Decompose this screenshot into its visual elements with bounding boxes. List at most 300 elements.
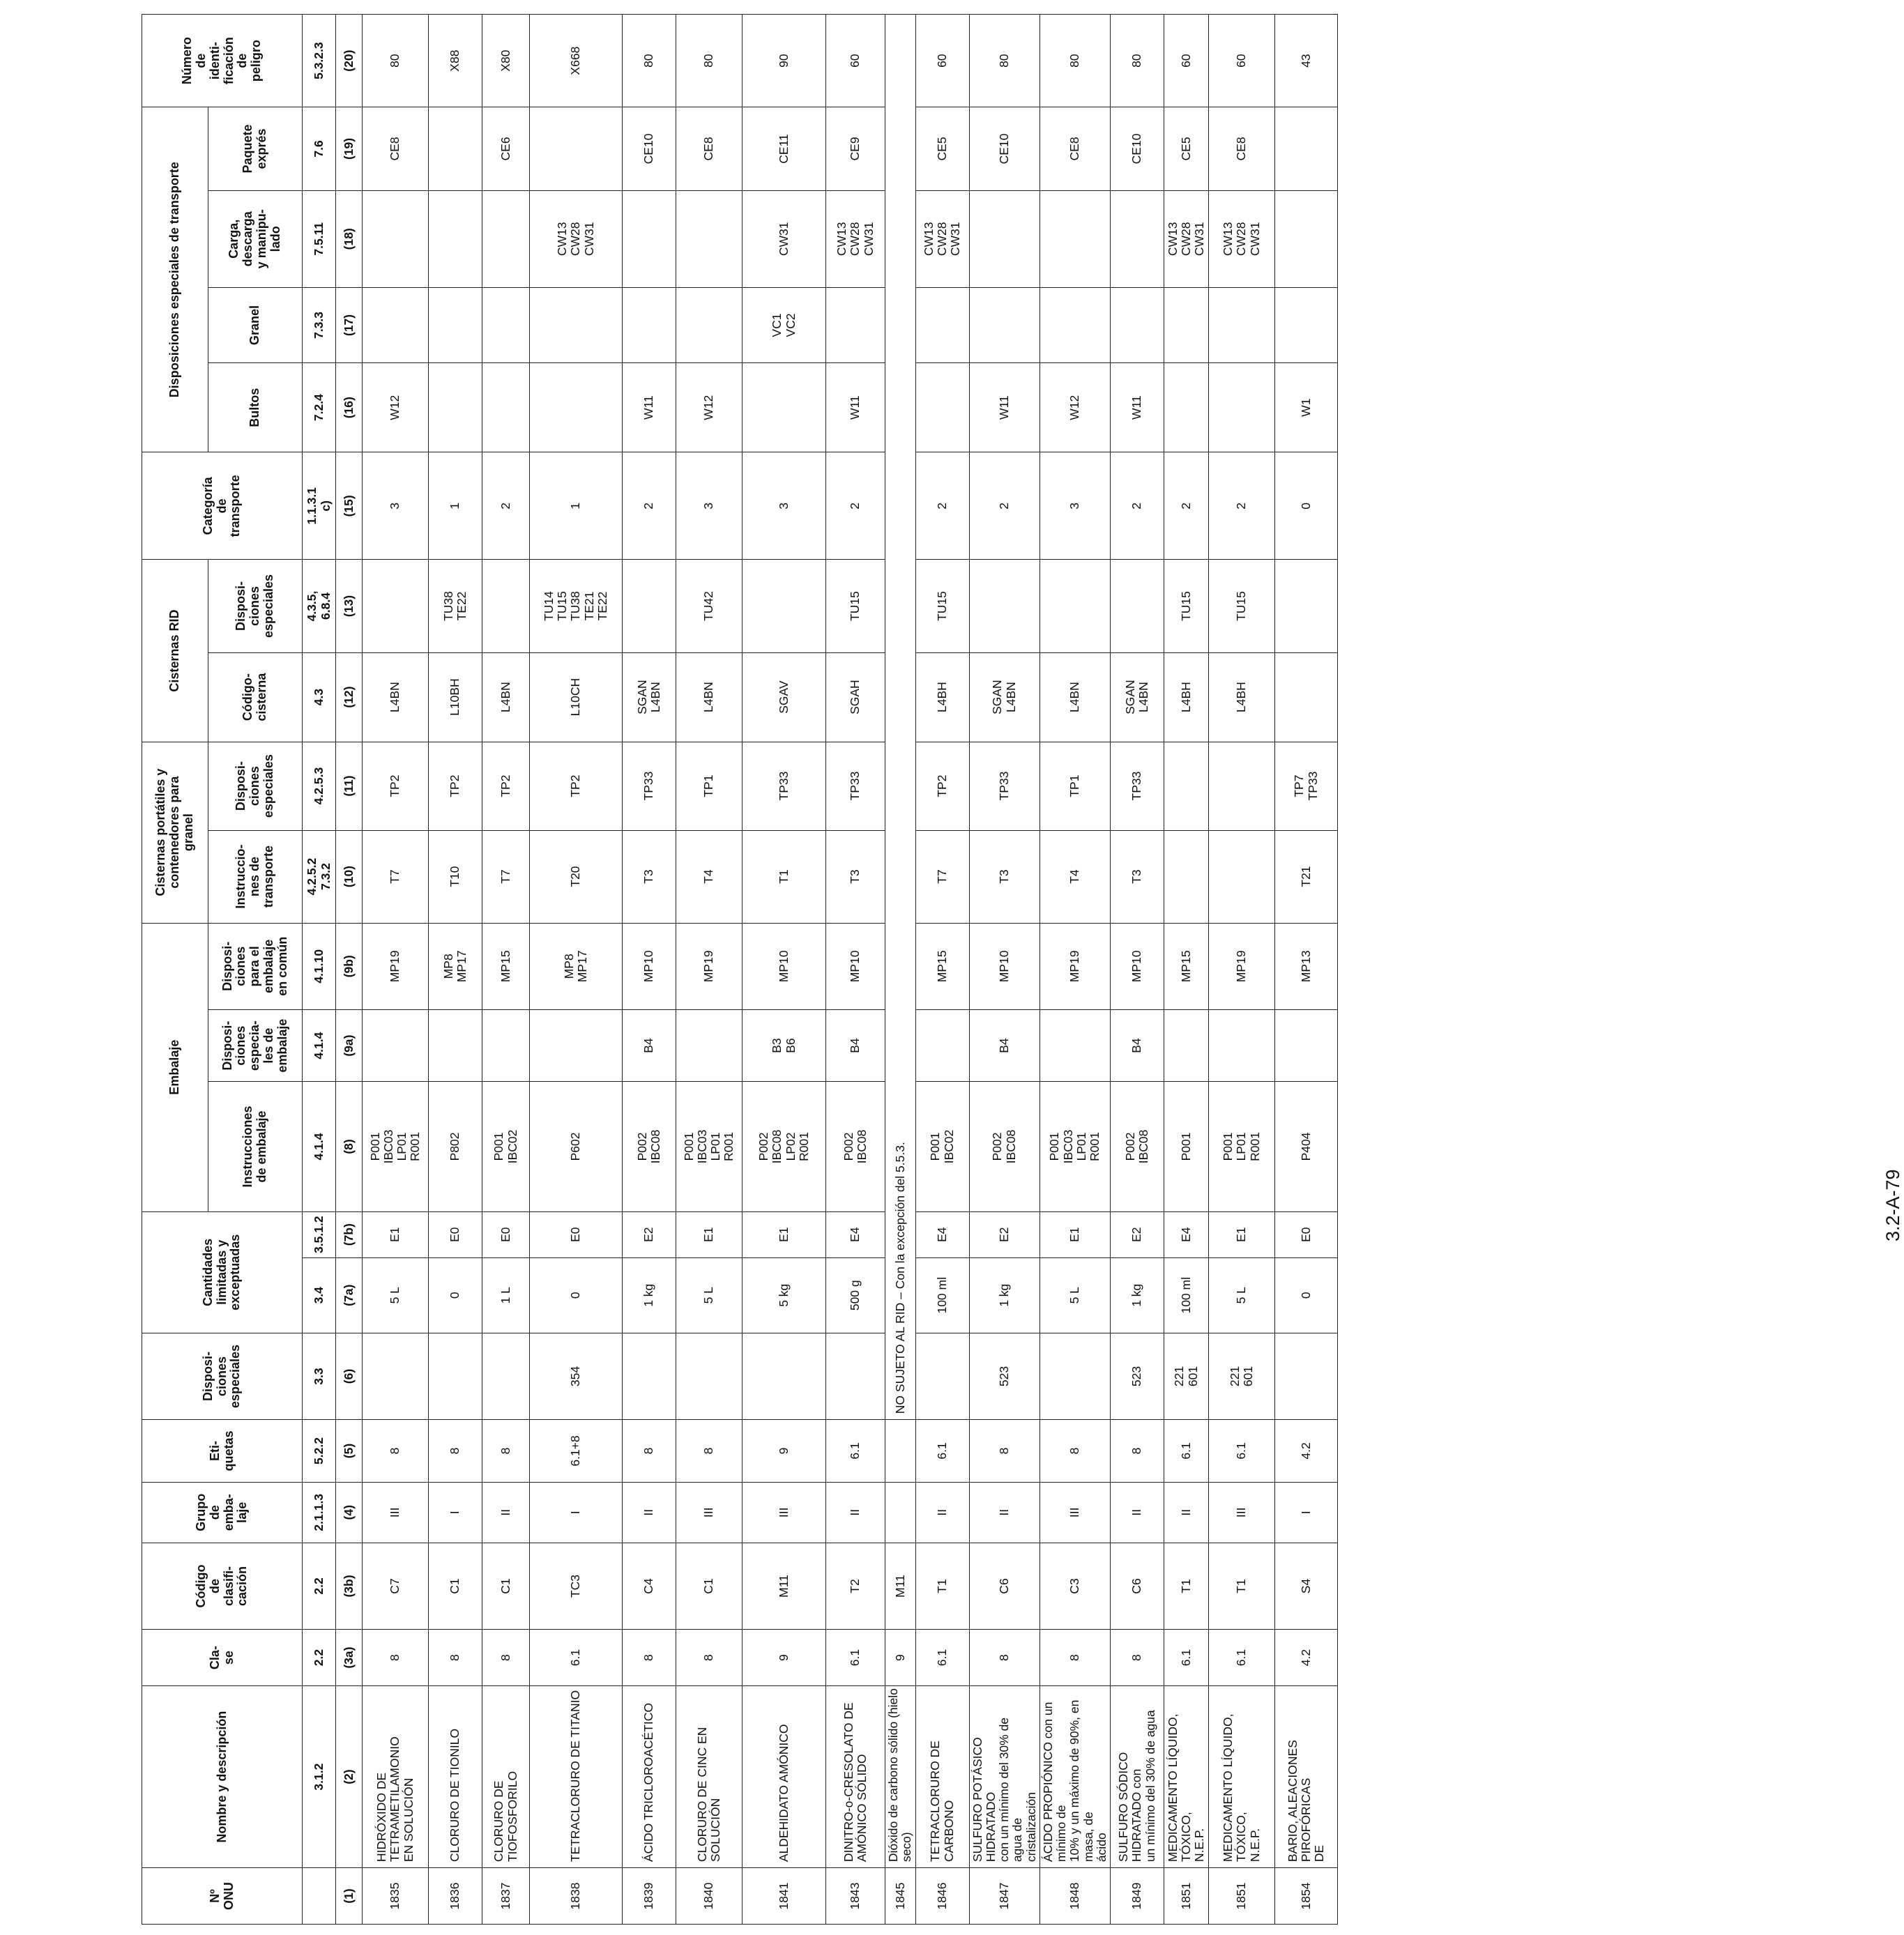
header-disp-esp-rid: Disposi- ciones especiales bbox=[208, 560, 303, 652]
data-cell bbox=[1209, 1009, 1275, 1081]
data-cell: T3 bbox=[969, 830, 1039, 923]
data-cell: III bbox=[363, 1482, 429, 1543]
data-cell bbox=[1039, 560, 1110, 652]
header-disp-transporte: Disposiciones especiales de transporte bbox=[142, 107, 208, 452]
data-cell: 221 601 bbox=[1209, 1333, 1275, 1419]
data-cell: MP13 bbox=[1275, 923, 1338, 1009]
data-cell: 0 bbox=[1275, 452, 1338, 560]
data-cell: SGAN L4BN bbox=[969, 652, 1039, 742]
data-cell: E4 bbox=[1164, 1211, 1209, 1257]
data-cell: W1 bbox=[1275, 363, 1338, 452]
header-disp-emb-comun: Disposi- ciones para el embalaje en común bbox=[208, 923, 303, 1009]
data-cell: L4BN bbox=[1039, 652, 1110, 742]
data-cell: MP15 bbox=[915, 923, 969, 1009]
ref-cell: 7.6 bbox=[303, 107, 336, 190]
ref-cell: 2.2 bbox=[303, 1543, 336, 1629]
data-cell bbox=[530, 107, 623, 190]
data-cell: B4 bbox=[969, 1009, 1039, 1081]
un-number-cell: 1836 bbox=[429, 1868, 482, 1925]
data-cell bbox=[1275, 1333, 1338, 1419]
substance-name-cell: CLORURO DE TIOFOSFORILO bbox=[482, 1686, 530, 1868]
data-cell: TP1 bbox=[1039, 742, 1110, 830]
data-cell: 8 bbox=[482, 1420, 530, 1483]
data-cell: E2 bbox=[1111, 1211, 1164, 1257]
ref-cell: 4.2.5.2 7.3.2 bbox=[303, 830, 336, 923]
substance-name-cell: ALDEHIDATO AMÓNICO bbox=[742, 1686, 826, 1868]
colnum-cell: (6) bbox=[336, 1333, 363, 1419]
un-number-cell: 1835 bbox=[363, 1868, 429, 1925]
data-cell bbox=[1164, 830, 1209, 923]
substance-name-cell: TETRACLORURO DE CARBONO bbox=[915, 1686, 969, 1868]
data-cell: TP2 bbox=[530, 742, 623, 830]
data-cell: S4 bbox=[1275, 1543, 1338, 1629]
data-cell: MP8 MP17 bbox=[429, 923, 482, 1009]
substance-name-cell: MEDICAMENTO LÍQUIDO, TÓXICO, N.E.P. bbox=[1164, 1686, 1209, 1868]
header-disp-esp-cist: Disposi- ciones especiales bbox=[208, 742, 303, 830]
data-cell: CE10 bbox=[1111, 107, 1164, 190]
data-cell: TU42 bbox=[676, 560, 742, 652]
data-cell: P001 LP01 R001 bbox=[1209, 1082, 1275, 1212]
table-row bbox=[969, 15, 1039, 1925]
not-subject-note: NO SUJETO AL RID – Con la excepción del 5.5.3. bbox=[885, 15, 916, 1420]
data-cell: B4 bbox=[623, 1009, 676, 1081]
data-cell: 6.1 bbox=[1164, 1420, 1209, 1483]
substance-name-cell: TETRACLORURO DE TITANIO bbox=[530, 1686, 623, 1868]
data-cell: 3 bbox=[742, 452, 826, 560]
data-cell: P002 IBC08 LP02 R001 bbox=[742, 1082, 826, 1212]
data-cell: X668 bbox=[530, 15, 623, 107]
data-cell: M11 bbox=[742, 1543, 826, 1629]
data-cell bbox=[623, 287, 676, 362]
un-number-cell: 1838 bbox=[530, 1868, 623, 1925]
ref-cell: 2.1.1.3 bbox=[303, 1482, 336, 1543]
data-cell: E4 bbox=[915, 1211, 969, 1257]
data-cell: 8 bbox=[429, 1630, 482, 1686]
table-row bbox=[1164, 15, 1209, 1925]
data-cell: 6.1 bbox=[826, 1420, 885, 1483]
data-cell: C4 bbox=[623, 1543, 676, 1629]
data-cell: 4.2 bbox=[1275, 1420, 1338, 1483]
header-numero-id: Número de identi- ficación de peligro bbox=[142, 15, 303, 107]
data-cell: 8 bbox=[969, 1420, 1039, 1483]
data-cell: TP7 TP33 bbox=[1275, 742, 1338, 830]
data-cell: 2 bbox=[969, 452, 1039, 560]
ref-cell: 4.1.4 bbox=[303, 1082, 336, 1212]
data-cell: E0 bbox=[482, 1211, 530, 1257]
data-cell bbox=[363, 560, 429, 652]
data-cell bbox=[742, 1333, 826, 1419]
data-cell: P802 bbox=[429, 1082, 482, 1212]
empty-cell bbox=[885, 1482, 916, 1543]
data-cell bbox=[482, 1333, 530, 1419]
data-cell: TP2 bbox=[363, 742, 429, 830]
data-cell: 8 bbox=[1039, 1420, 1110, 1483]
data-cell bbox=[742, 363, 826, 452]
header-un: Nº ONU bbox=[142, 1868, 303, 1925]
data-cell bbox=[1275, 652, 1338, 742]
dangerous-goods-table bbox=[142, 14, 1338, 1925]
data-cell: TU15 bbox=[1209, 560, 1275, 652]
colnum-cell: (13) bbox=[336, 560, 363, 652]
data-cell: T3 bbox=[623, 830, 676, 923]
data-cell: 8 bbox=[1111, 1630, 1164, 1686]
data-cell: T10 bbox=[429, 830, 482, 923]
colnum-cell: (18) bbox=[336, 190, 363, 287]
data-cell bbox=[363, 190, 429, 287]
data-cell: T7 bbox=[915, 830, 969, 923]
data-cell: 1 kg bbox=[969, 1257, 1039, 1333]
data-cell: C6 bbox=[969, 1543, 1039, 1629]
data-cell: MP8 MP17 bbox=[530, 923, 623, 1009]
data-cell bbox=[1164, 742, 1209, 830]
header-instr-emb: Instrucciones de embalaje bbox=[208, 1082, 303, 1212]
data-cell: L10CH bbox=[530, 652, 623, 742]
reference-row bbox=[303, 15, 336, 1925]
table-row bbox=[1275, 15, 1338, 1925]
data-cell: III bbox=[1209, 1482, 1275, 1543]
data-cell: CE11 bbox=[742, 107, 826, 190]
data-cell: T4 bbox=[1039, 830, 1110, 923]
colnum-cell: (16) bbox=[336, 363, 363, 452]
colnum-cell: (9b) bbox=[336, 923, 363, 1009]
data-cell: 8 bbox=[363, 1420, 429, 1483]
data-cell bbox=[429, 363, 482, 452]
data-cell bbox=[530, 1009, 623, 1081]
colnum-cell: (8) bbox=[336, 1082, 363, 1212]
substance-name-cell: Dióxido de carbono sólido (hielo seco) bbox=[885, 1686, 916, 1868]
data-cell bbox=[530, 363, 623, 452]
data-cell: TP2 bbox=[429, 742, 482, 830]
data-cell: 5 L bbox=[1039, 1257, 1110, 1333]
data-cell: 9 bbox=[742, 1630, 826, 1686]
data-cell bbox=[969, 560, 1039, 652]
table-row bbox=[623, 15, 676, 1925]
data-cell: MP19 bbox=[676, 923, 742, 1009]
data-cell bbox=[1039, 190, 1110, 287]
data-cell: L4BN bbox=[482, 652, 530, 742]
data-cell: TP33 bbox=[969, 742, 1039, 830]
data-cell: 2 bbox=[623, 452, 676, 560]
header-categoria: Categoría de transporte bbox=[142, 452, 303, 560]
data-cell: W11 bbox=[623, 363, 676, 452]
data-cell: MP10 bbox=[623, 923, 676, 1009]
data-cell: 80 bbox=[1111, 15, 1164, 107]
substance-name-cell: CLORURO DE CINC EN SOLUCIÓN bbox=[676, 1686, 742, 1868]
data-cell: TU15 bbox=[1164, 560, 1209, 652]
ref-cell: 4.1.10 bbox=[303, 923, 336, 1009]
data-cell: 2 bbox=[1164, 452, 1209, 560]
data-cell: P002 IBC08 bbox=[1111, 1082, 1164, 1212]
table-row bbox=[676, 15, 742, 1925]
header-granel: Granel bbox=[208, 287, 303, 362]
data-cell bbox=[742, 560, 826, 652]
ref-cell: 7.3.3 bbox=[303, 287, 336, 362]
header-instr-transp: Instruccio- nes de transporte bbox=[208, 830, 303, 923]
data-cell: M11 bbox=[885, 1543, 916, 1629]
data-cell: MP15 bbox=[482, 923, 530, 1009]
table-row bbox=[363, 15, 429, 1925]
data-cell: TU15 bbox=[915, 560, 969, 652]
un-number-cell: 1846 bbox=[915, 1868, 969, 1925]
data-cell: P001 IBC03 LP01 R001 bbox=[1039, 1082, 1110, 1212]
data-cell: T2 bbox=[826, 1543, 885, 1629]
header-embalaje: Embalaje bbox=[142, 923, 208, 1211]
data-cell: MP19 bbox=[1039, 923, 1110, 1009]
data-cell: C1 bbox=[676, 1543, 742, 1629]
data-cell: L10BH bbox=[429, 652, 482, 742]
data-cell bbox=[676, 1333, 742, 1419]
data-cell: TP33 bbox=[623, 742, 676, 830]
data-cell: I bbox=[530, 1482, 623, 1543]
un-number-cell: 1845 bbox=[885, 1868, 916, 1925]
data-cell: T1 bbox=[1164, 1543, 1209, 1629]
data-cell bbox=[623, 190, 676, 287]
data-cell: 100 ml bbox=[915, 1257, 969, 1333]
data-cell: C6 bbox=[1111, 1543, 1164, 1629]
data-cell: 354 bbox=[530, 1333, 623, 1419]
ref-cell bbox=[303, 1868, 336, 1925]
data-cell: 80 bbox=[1039, 15, 1110, 107]
data-cell: 6.1 bbox=[915, 1420, 969, 1483]
un-number-cell: 1840 bbox=[676, 1868, 742, 1925]
data-cell bbox=[1209, 742, 1275, 830]
data-cell: II bbox=[482, 1482, 530, 1543]
data-cell: P001 IBC02 bbox=[482, 1082, 530, 1212]
data-cell: SGAV bbox=[742, 652, 826, 742]
data-cell bbox=[482, 190, 530, 287]
data-cell: II bbox=[915, 1482, 969, 1543]
data-cell: 6.1+8 bbox=[530, 1420, 623, 1483]
ref-cell: 4.3 bbox=[303, 652, 336, 742]
data-cell: CE6 bbox=[482, 107, 530, 190]
data-cell: 8 bbox=[363, 1630, 429, 1686]
colnum-cell: (17) bbox=[336, 287, 363, 362]
data-cell bbox=[826, 1333, 885, 1419]
data-cell bbox=[1039, 1333, 1110, 1419]
data-cell: III bbox=[742, 1482, 826, 1543]
data-cell: B4 bbox=[1111, 1009, 1164, 1081]
data-cell: MP19 bbox=[1209, 923, 1275, 1009]
data-cell: T7 bbox=[482, 830, 530, 923]
data-cell: W11 bbox=[1111, 363, 1164, 452]
data-cell bbox=[1111, 560, 1164, 652]
un-number-cell: 1841 bbox=[742, 1868, 826, 1925]
data-cell: 3 bbox=[1039, 452, 1110, 560]
un-number-cell: 1839 bbox=[623, 1868, 676, 1925]
data-cell bbox=[1275, 1009, 1338, 1081]
un-number-cell: 1843 bbox=[826, 1868, 885, 1925]
data-cell: W11 bbox=[969, 363, 1039, 452]
data-cell: CW13 CW28 CW31 bbox=[915, 190, 969, 287]
data-cell: MP10 bbox=[826, 923, 885, 1009]
header-grupo: Grupo de emba- laje bbox=[142, 1482, 303, 1543]
data-cell bbox=[530, 287, 623, 362]
data-cell: CE5 bbox=[915, 107, 969, 190]
data-cell: II bbox=[969, 1482, 1039, 1543]
header-carga: Carga, descarga y manipu- lado bbox=[208, 190, 303, 287]
data-cell: 6.1 bbox=[1209, 1630, 1275, 1686]
data-cell bbox=[1209, 363, 1275, 452]
data-cell: MP19 bbox=[363, 923, 429, 1009]
header-bultos: Bultos bbox=[208, 363, 303, 452]
data-cell: 2 bbox=[1209, 452, 1275, 560]
data-cell: 2 bbox=[826, 452, 885, 560]
column-number-row bbox=[336, 15, 363, 1925]
data-cell bbox=[363, 1009, 429, 1081]
data-cell: 8 bbox=[623, 1420, 676, 1483]
colnum-cell: (19) bbox=[336, 107, 363, 190]
header-disp-esp: Disposi- ciones especiales bbox=[142, 1333, 303, 1419]
data-cell: VC1 VC2 bbox=[742, 287, 826, 362]
data-cell: E1 bbox=[1209, 1211, 1275, 1257]
data-cell: 43 bbox=[1275, 15, 1338, 107]
data-cell: W11 bbox=[826, 363, 885, 452]
data-cell bbox=[969, 287, 1039, 362]
data-cell: 80 bbox=[363, 15, 429, 107]
data-cell bbox=[1209, 830, 1275, 923]
data-cell: 1 L bbox=[482, 1257, 530, 1333]
ref-cell: 4.2.5.3 bbox=[303, 742, 336, 830]
data-cell: T4 bbox=[676, 830, 742, 923]
header-clase: Cla- se bbox=[142, 1630, 303, 1686]
data-cell: 80 bbox=[623, 15, 676, 107]
data-cell: 100 ml bbox=[1164, 1257, 1209, 1333]
data-cell: 90 bbox=[742, 15, 826, 107]
data-cell: 4.2 bbox=[1275, 1630, 1338, 1686]
table-row bbox=[826, 15, 885, 1925]
data-cell bbox=[363, 287, 429, 362]
data-cell bbox=[623, 560, 676, 652]
data-cell bbox=[969, 190, 1039, 287]
header-etiquetas: Eti- quetas bbox=[142, 1420, 303, 1483]
data-cell: 1 bbox=[429, 452, 482, 560]
page-number: 3.2-A-79 bbox=[1882, 1169, 1903, 1241]
data-cell: E0 bbox=[530, 1211, 623, 1257]
data-cell: P001 IBC03 LP01 R001 bbox=[363, 1082, 429, 1212]
data-cell: SGAN L4BN bbox=[623, 652, 676, 742]
substance-name-cell: DINITRO-o-CRESOLATO DE AMÓNICO SÓLIDO bbox=[826, 1686, 885, 1868]
data-cell: E1 bbox=[1039, 1211, 1110, 1257]
data-cell bbox=[1164, 363, 1209, 452]
data-cell: E1 bbox=[363, 1211, 429, 1257]
data-cell: C7 bbox=[363, 1543, 429, 1629]
table-row-1845 bbox=[885, 15, 916, 1925]
data-cell: T7 bbox=[363, 830, 429, 923]
data-cell: 221 601 bbox=[1164, 1333, 1209, 1419]
data-cell bbox=[1275, 190, 1338, 287]
data-cell bbox=[429, 190, 482, 287]
data-cell: SGAH bbox=[826, 652, 885, 742]
data-cell: MP15 bbox=[1164, 923, 1209, 1009]
data-cell: 3 bbox=[363, 452, 429, 560]
data-cell bbox=[1039, 287, 1110, 362]
data-cell: 60 bbox=[1164, 15, 1209, 107]
data-cell: TP33 bbox=[742, 742, 826, 830]
data-cell bbox=[482, 363, 530, 452]
data-cell: P404 bbox=[1275, 1082, 1338, 1212]
data-cell: E4 bbox=[826, 1211, 885, 1257]
data-cell: MP10 bbox=[969, 923, 1039, 1009]
colnum-cell: (7b) bbox=[336, 1211, 363, 1257]
data-cell bbox=[1275, 287, 1338, 362]
data-cell: W12 bbox=[676, 363, 742, 452]
data-cell bbox=[429, 1009, 482, 1081]
data-cell: T21 bbox=[1275, 830, 1338, 923]
data-cell: 80 bbox=[676, 15, 742, 107]
header-name: Nombre y descripción bbox=[142, 1686, 303, 1868]
data-cell: 6.1 bbox=[826, 1630, 885, 1686]
data-cell bbox=[429, 107, 482, 190]
data-cell: P002 IBC08 bbox=[623, 1082, 676, 1212]
un-number-cell: 1851 bbox=[1164, 1868, 1209, 1925]
ref-cell: 5.3.2.3 bbox=[303, 15, 336, 107]
data-cell: E0 bbox=[1275, 1211, 1338, 1257]
data-cell: SGAN L4BN bbox=[1111, 652, 1164, 742]
data-cell: 1 kg bbox=[1111, 1257, 1164, 1333]
colnum-cell: (9a) bbox=[336, 1009, 363, 1081]
ref-cell: 3.5.1.2 bbox=[303, 1211, 336, 1257]
data-cell: 8 bbox=[1039, 1630, 1110, 1686]
data-cell bbox=[429, 287, 482, 362]
data-cell bbox=[1111, 287, 1164, 362]
data-cell: TP2 bbox=[482, 742, 530, 830]
data-cell: 2 bbox=[482, 452, 530, 560]
data-cell bbox=[482, 1009, 530, 1081]
data-cell: P002 IBC08 bbox=[969, 1082, 1039, 1212]
header-cisternas-rid: Cisternas RID bbox=[142, 560, 208, 742]
table-row bbox=[1111, 15, 1164, 1925]
un-number-cell: 1851 bbox=[1209, 1868, 1275, 1925]
substance-name-cell: CLORURO DE TIONILO bbox=[429, 1686, 482, 1868]
data-cell: E1 bbox=[742, 1211, 826, 1257]
data-cell: 5 kg bbox=[742, 1257, 826, 1333]
table-row bbox=[530, 15, 623, 1925]
colnum-cell: (15) bbox=[336, 452, 363, 560]
data-cell: 1 bbox=[530, 452, 623, 560]
data-cell: W12 bbox=[1039, 363, 1110, 452]
data-cell: T3 bbox=[826, 830, 885, 923]
data-cell: T1 bbox=[1209, 1543, 1275, 1629]
data-cell: CW13 CW28 CW31 bbox=[1209, 190, 1275, 287]
un-number-cell: 1848 bbox=[1039, 1868, 1110, 1925]
data-cell: 3 bbox=[676, 452, 742, 560]
data-cell: III bbox=[676, 1482, 742, 1543]
data-cell: T1 bbox=[915, 1543, 969, 1629]
header-cod-clasif: Código de clasifi- cación bbox=[142, 1543, 303, 1629]
data-cell: 5 L bbox=[363, 1257, 429, 1333]
table-row bbox=[742, 15, 826, 1925]
data-cell bbox=[1164, 287, 1209, 362]
data-cell: 8 bbox=[482, 1630, 530, 1686]
substance-name-cell: HIDRÓXIDO DE TETRAMETILAMONIO EN SOLUCIÓN bbox=[363, 1686, 429, 1868]
substance-name-cell: MEDICAMENTO LÍQUIDO, TÓXICO, N.E.P. bbox=[1209, 1686, 1275, 1868]
data-cell bbox=[363, 1333, 429, 1419]
data-cell: P001 bbox=[1164, 1082, 1209, 1212]
data-cell: 523 bbox=[969, 1333, 1039, 1419]
data-cell: C1 bbox=[482, 1543, 530, 1629]
data-cell: TC3 bbox=[530, 1543, 623, 1629]
data-cell: 60 bbox=[826, 15, 885, 107]
header-cantidades: Cantidades limitadas y exceptuadas bbox=[142, 1211, 303, 1333]
colnum-cell: (11) bbox=[336, 742, 363, 830]
data-cell: 9 bbox=[885, 1630, 916, 1686]
data-cell: CE8 bbox=[1039, 107, 1110, 190]
data-cell: L4BH bbox=[1209, 652, 1275, 742]
data-cell: T1 bbox=[742, 830, 826, 923]
data-cell: 0 bbox=[429, 1257, 482, 1333]
table-row bbox=[482, 15, 530, 1925]
data-cell: 60 bbox=[1209, 15, 1275, 107]
